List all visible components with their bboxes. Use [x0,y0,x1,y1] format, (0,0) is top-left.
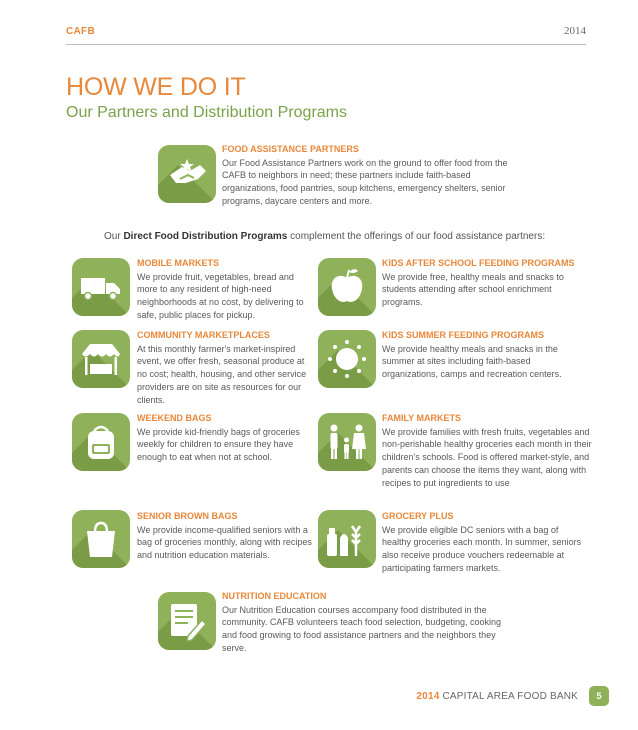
nutrition-title: NUTRITION EDUCATION [222,591,327,601]
nutrition-education-section [222,590,512,655]
backpack-icon [72,413,130,471]
program-family-markets [382,412,592,489]
truck-icon [72,258,130,316]
header-org-label: CAFB [66,26,95,37]
program-title: GROCERY PLUS [382,511,454,521]
footer-caption [416,691,578,702]
page-title: HOW WE DO IT [66,73,246,101]
food-assistance-title: FOOD ASSISTANCE PARTNERS [222,144,359,154]
program-body: We provide kid-friendly bags of groceries weekly for children to ensure they have enough to eat when not at school. [137,426,300,463]
program-body: At this monthly farmer's market-inspired event, we offer fresh, seasonal produce at no cost; health, housing, and other service providers are on site as resources for our clients. [137,343,307,405]
food-assistance-body: Our Food Assistance Partners work on the ground to offer food from the CAFB to neighbors in need; these partners include faith-based organizations, food pantries, soup kitchens, emergency shelters, senior programs, daycare centers and more. [222,157,508,206]
program-grocery-plus [382,510,582,575]
program-title: FAMILY MARKETS [382,413,462,423]
intro-bold: Direct Food Distribution Programs [123,231,288,242]
programs-intro [104,231,545,242]
apple-icon [318,258,376,316]
program-mobile-markets [137,257,313,322]
family-icon [318,413,376,471]
program-weekend-bags [137,412,313,464]
helping-hands-icon [158,145,216,203]
program-body: We provide income-qualified seniors with a bag of groceries monthly, along with recipes and nutrition education materials. [137,524,312,561]
page-number: 5 [589,686,609,706]
page-subtitle: Our Partners and Distribution Programs [66,104,347,121]
nutrition-body: Our Nutrition Education courses accompany food distributed in the community. CAFB volunteers teach food selection, budgeting, cooking and food growing to food assistance partners and the neighbors they serve. [222,604,501,653]
program-body: We provide eligible DC seniors with a bag of healthy groceries each month. In summer, seniors also receive produce vouchers redeemable at participating farmers markets. [382,524,582,573]
program-title: COMMUNITY MARKETPLACES [137,330,270,340]
footer-org: CAPITAL AREA FOOD BANK [439,691,578,702]
program-senior-brown-bags [137,510,313,562]
program-body: We provide healthy meals and snacks in the summer at sites including faith-based organizations, camps and recreation centers. [382,343,562,380]
groceries-icon [318,510,376,568]
food-assistance-section [222,143,512,208]
market-tent-icon [72,330,130,388]
notepad-pencil-icon [158,592,216,650]
header-year: 2014 [564,25,586,37]
program-title: MOBILE MARKETS [137,258,219,268]
program-body: We provide fruit, vegetables, bread and more to any resident of high-need neighborhoods at no cost, by delivering to safe, public places for pickup. [137,271,304,320]
program-title: SENIOR BROWN BAGS [137,511,238,521]
intro-pre: Our [104,231,124,242]
program-community-marketplaces [137,329,313,406]
program-title: KIDS AFTER SCHOOL FEEDING PROGRAMS [382,258,575,268]
program-kids-summer [382,329,582,381]
program-kids-after-school [382,257,582,309]
program-title: KIDS SUMMER FEEDING PROGRAMS [382,330,545,340]
program-title: WEEKEND BAGS [137,413,212,423]
header-divider [66,44,586,45]
shopping-bag-icon [72,510,130,568]
intro-post: complement the offerings of our food assistance partners: [287,231,546,242]
program-body: We provide free, healthy meals and snacks to students attending after school enrichment programs. [382,271,564,308]
footer-year: 2014 [416,691,440,702]
program-body: We provide families with fresh fruits, vegetables and non-perishable healthy groceries each month in their children's schools. Food is offered market-style, and parents can choose the items they want, along with recipes to put ingredients to use [382,426,592,488]
sun-icon [318,330,376,388]
